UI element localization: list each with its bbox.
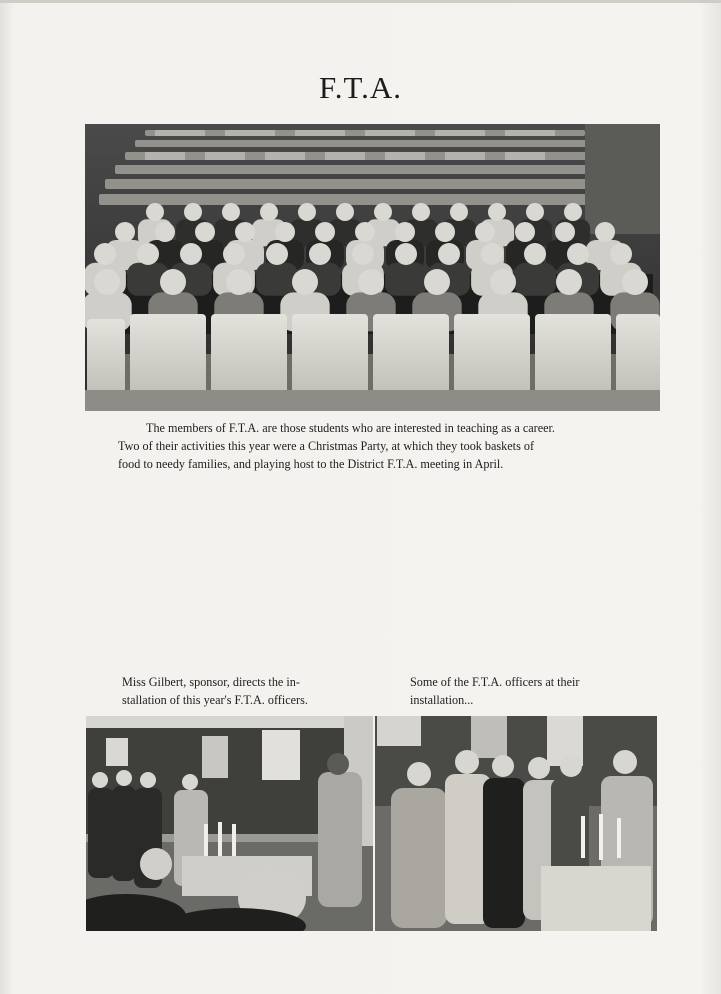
person-head bbox=[180, 243, 202, 265]
person-head bbox=[292, 269, 318, 295]
person-head bbox=[137, 243, 159, 265]
person-head bbox=[595, 222, 615, 242]
person-head bbox=[94, 243, 116, 265]
person-body bbox=[514, 263, 556, 296]
person-head bbox=[184, 203, 202, 221]
person-head bbox=[412, 203, 430, 221]
caption-line: installation... bbox=[410, 693, 474, 707]
person-head bbox=[266, 243, 288, 265]
person-head bbox=[490, 269, 516, 295]
person-head bbox=[115, 222, 135, 242]
person-head bbox=[481, 243, 503, 265]
caption-line: food to needy families, and playing host to the District F.T.A. meeting in April. bbox=[118, 457, 504, 471]
person-head bbox=[395, 222, 415, 242]
person-head bbox=[438, 243, 460, 265]
person-head bbox=[555, 222, 575, 242]
right-photo-caption bbox=[410, 673, 650, 709]
person-head bbox=[235, 222, 255, 242]
person-head bbox=[526, 203, 544, 221]
person-head bbox=[275, 222, 295, 242]
person-head bbox=[226, 269, 252, 295]
person-head bbox=[475, 222, 495, 242]
person-head bbox=[395, 243, 417, 265]
person-body bbox=[256, 263, 298, 296]
person-head bbox=[435, 222, 455, 242]
person-head bbox=[556, 269, 582, 295]
person-head bbox=[160, 269, 186, 295]
person-head bbox=[358, 269, 384, 295]
person-head bbox=[315, 222, 335, 242]
person-head bbox=[450, 203, 468, 221]
person-head bbox=[309, 243, 331, 265]
person-head bbox=[567, 243, 589, 265]
person-head bbox=[223, 243, 245, 265]
person-head bbox=[222, 203, 240, 221]
person-head bbox=[374, 203, 392, 221]
person-head bbox=[622, 269, 648, 295]
caption-line: Two of their activities this year were a Christmas Party, at which they took baskets of bbox=[118, 439, 535, 453]
caption-line: The members of F.T.A. are those students who are interested in teaching as a career. bbox=[146, 421, 555, 435]
person-head bbox=[355, 222, 375, 242]
caption-line: Miss Gilbert, sponsor, directs the in- bbox=[122, 675, 300, 689]
person-head bbox=[195, 222, 215, 242]
person-head bbox=[94, 269, 120, 295]
person-head bbox=[146, 203, 164, 221]
person-head bbox=[424, 269, 450, 295]
caption-line: stallation of this year's F.T.A. officers. bbox=[122, 693, 308, 707]
person-head bbox=[610, 243, 632, 265]
installation-classroom-photo bbox=[86, 716, 373, 931]
page-title: F.T.A. bbox=[318, 70, 403, 105]
person-head bbox=[488, 203, 506, 221]
officers-installation-photo bbox=[375, 716, 657, 931]
person-head bbox=[336, 203, 354, 221]
person-head bbox=[298, 203, 316, 221]
person-head bbox=[352, 243, 374, 265]
person-head bbox=[515, 222, 535, 242]
person-head bbox=[155, 222, 175, 242]
person-body bbox=[385, 263, 427, 296]
person-head bbox=[524, 243, 546, 265]
group-photo-auditorium bbox=[85, 124, 660, 411]
main-photo-caption bbox=[118, 419, 638, 473]
caption-line: Some of the F.T.A. officers at their bbox=[410, 675, 580, 689]
left-photo-caption bbox=[122, 673, 362, 709]
person-head bbox=[260, 203, 278, 221]
page-edge bbox=[0, 0, 721, 3]
person-head bbox=[564, 203, 582, 221]
